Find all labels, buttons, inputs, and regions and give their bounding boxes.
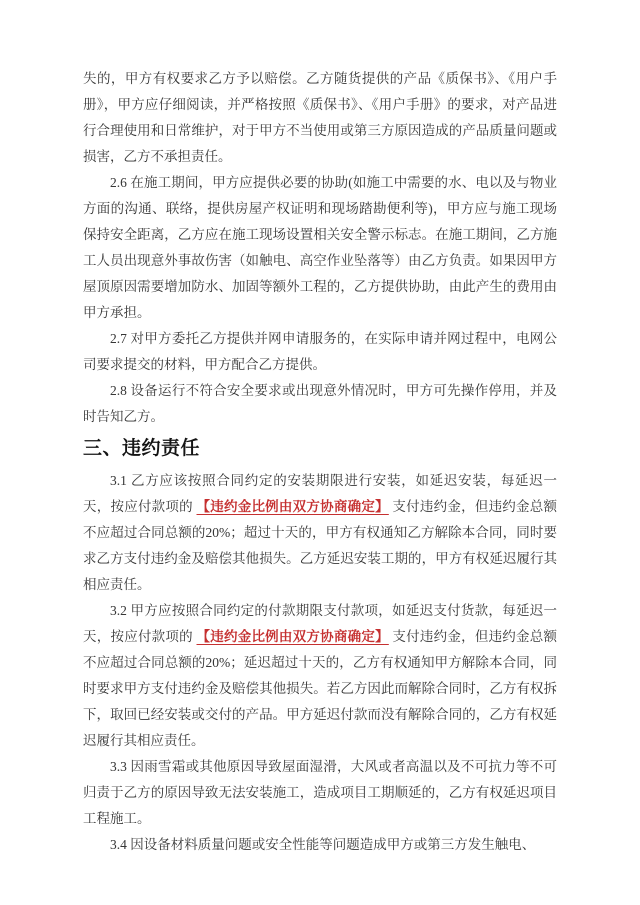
text-run: 支付违约金，但违约金总额不应超过合同总额的20%；延迟超过十天的，乙方有权通知甲方解除本合同，同时要求甲方支付违约金及赔偿其他损失。若乙方因此而解除合同时，乙方有权拆下，取回已经安装或交付的产品。甲方延迟付款而没有解除合同的，乙方有权延迟履行其相应责任。 (83, 629, 558, 748)
contract-paragraph (83, 468, 557, 598)
text-run: 3.3 因雨雪霜或其他原因导致屋面湿滑，大风或者高温以及不可抗力等不可归责于乙方的原因导致无法安装施工，造成项目工期顺延的，乙方有权延迟项目工程施工。 (83, 759, 557, 826)
text-run: 2.7 对甲方委托乙方提供并网申请服务的，在实际申请并网过程中，电网公司要求提交的材料，甲方配合乙方提供。 (83, 331, 557, 372)
contract-paragraph (83, 326, 557, 378)
text-run: 2.6 在施工期间，甲方应提供必要的协助(如施工中需要的水、电以及与物业方面的沟通、联络，提供房屋产权证明和现场踏勘便利等)，甲方应与施工现场保持安全距离，乙方应在施工现场设置相关安全警示标志。在施工期间，乙方施工人员出现意外事故伤害（如触电、高空作业坠落等）由乙方负责。如果因甲方屋顶原因需要增加防水、加固等额外工程的，乙方提供协助，由此产生的费用由甲方承担。 (83, 175, 557, 320)
text-run: 2.8 设备运行不符合安全要求或出现意外情况时，甲方可先操作停用，并及时告知乙方。 (83, 383, 557, 424)
text-run: 3.1 乙方应该按照合同约定的安装期限进行安装，如延迟安装，每延迟一天，按应付款项的 (83, 473, 557, 514)
negotiated-penalty-ratio-highlight: 【违约金比例由双方协商确定】 (196, 499, 389, 514)
contract-paragraph (83, 598, 557, 754)
contract-paragraph (83, 378, 557, 430)
contract-paragraph (83, 754, 557, 832)
contract-paragraph (83, 66, 557, 170)
contract-paragraph (83, 170, 557, 326)
contract-paragraph (83, 832, 557, 858)
text-run: 支付违约金，但违约金总额不应超过合同总额的20%；超过十天的，甲方有权通知乙方解除本合同，同时要求乙方支付违约金及赔偿其他损失。乙方延迟安装工期的，甲方有权延迟履行其相应责任。 (83, 499, 558, 592)
text-run: 3.4 因设备材料质量问题或安全性能等问题造成甲方或第三方发生触电、 (110, 837, 536, 852)
text-run: 三、违约责任 (83, 438, 201, 459)
negotiated-penalty-ratio-highlight: 【违约金比例由双方协商确定】 (196, 629, 389, 644)
section-heading-breach-liability (83, 436, 557, 462)
text-run: 3.2 甲方应按照合同约定的付款期限支付款项，如延迟支付货款，每延迟一天，按应付款项的 (83, 603, 557, 644)
text-run: 失的，甲方有权要求乙方予以赔偿。乙方随货提供的产品《质保书》、《用户手册》，甲方应仔细阅读，并严格按照《质保书》、《用户手册》的要求，对产品进行合理使用和日常维护，对于甲方不当使用或第三方原因造成的产品质量问题或损害，乙方不承担责任。 (83, 71, 557, 164)
